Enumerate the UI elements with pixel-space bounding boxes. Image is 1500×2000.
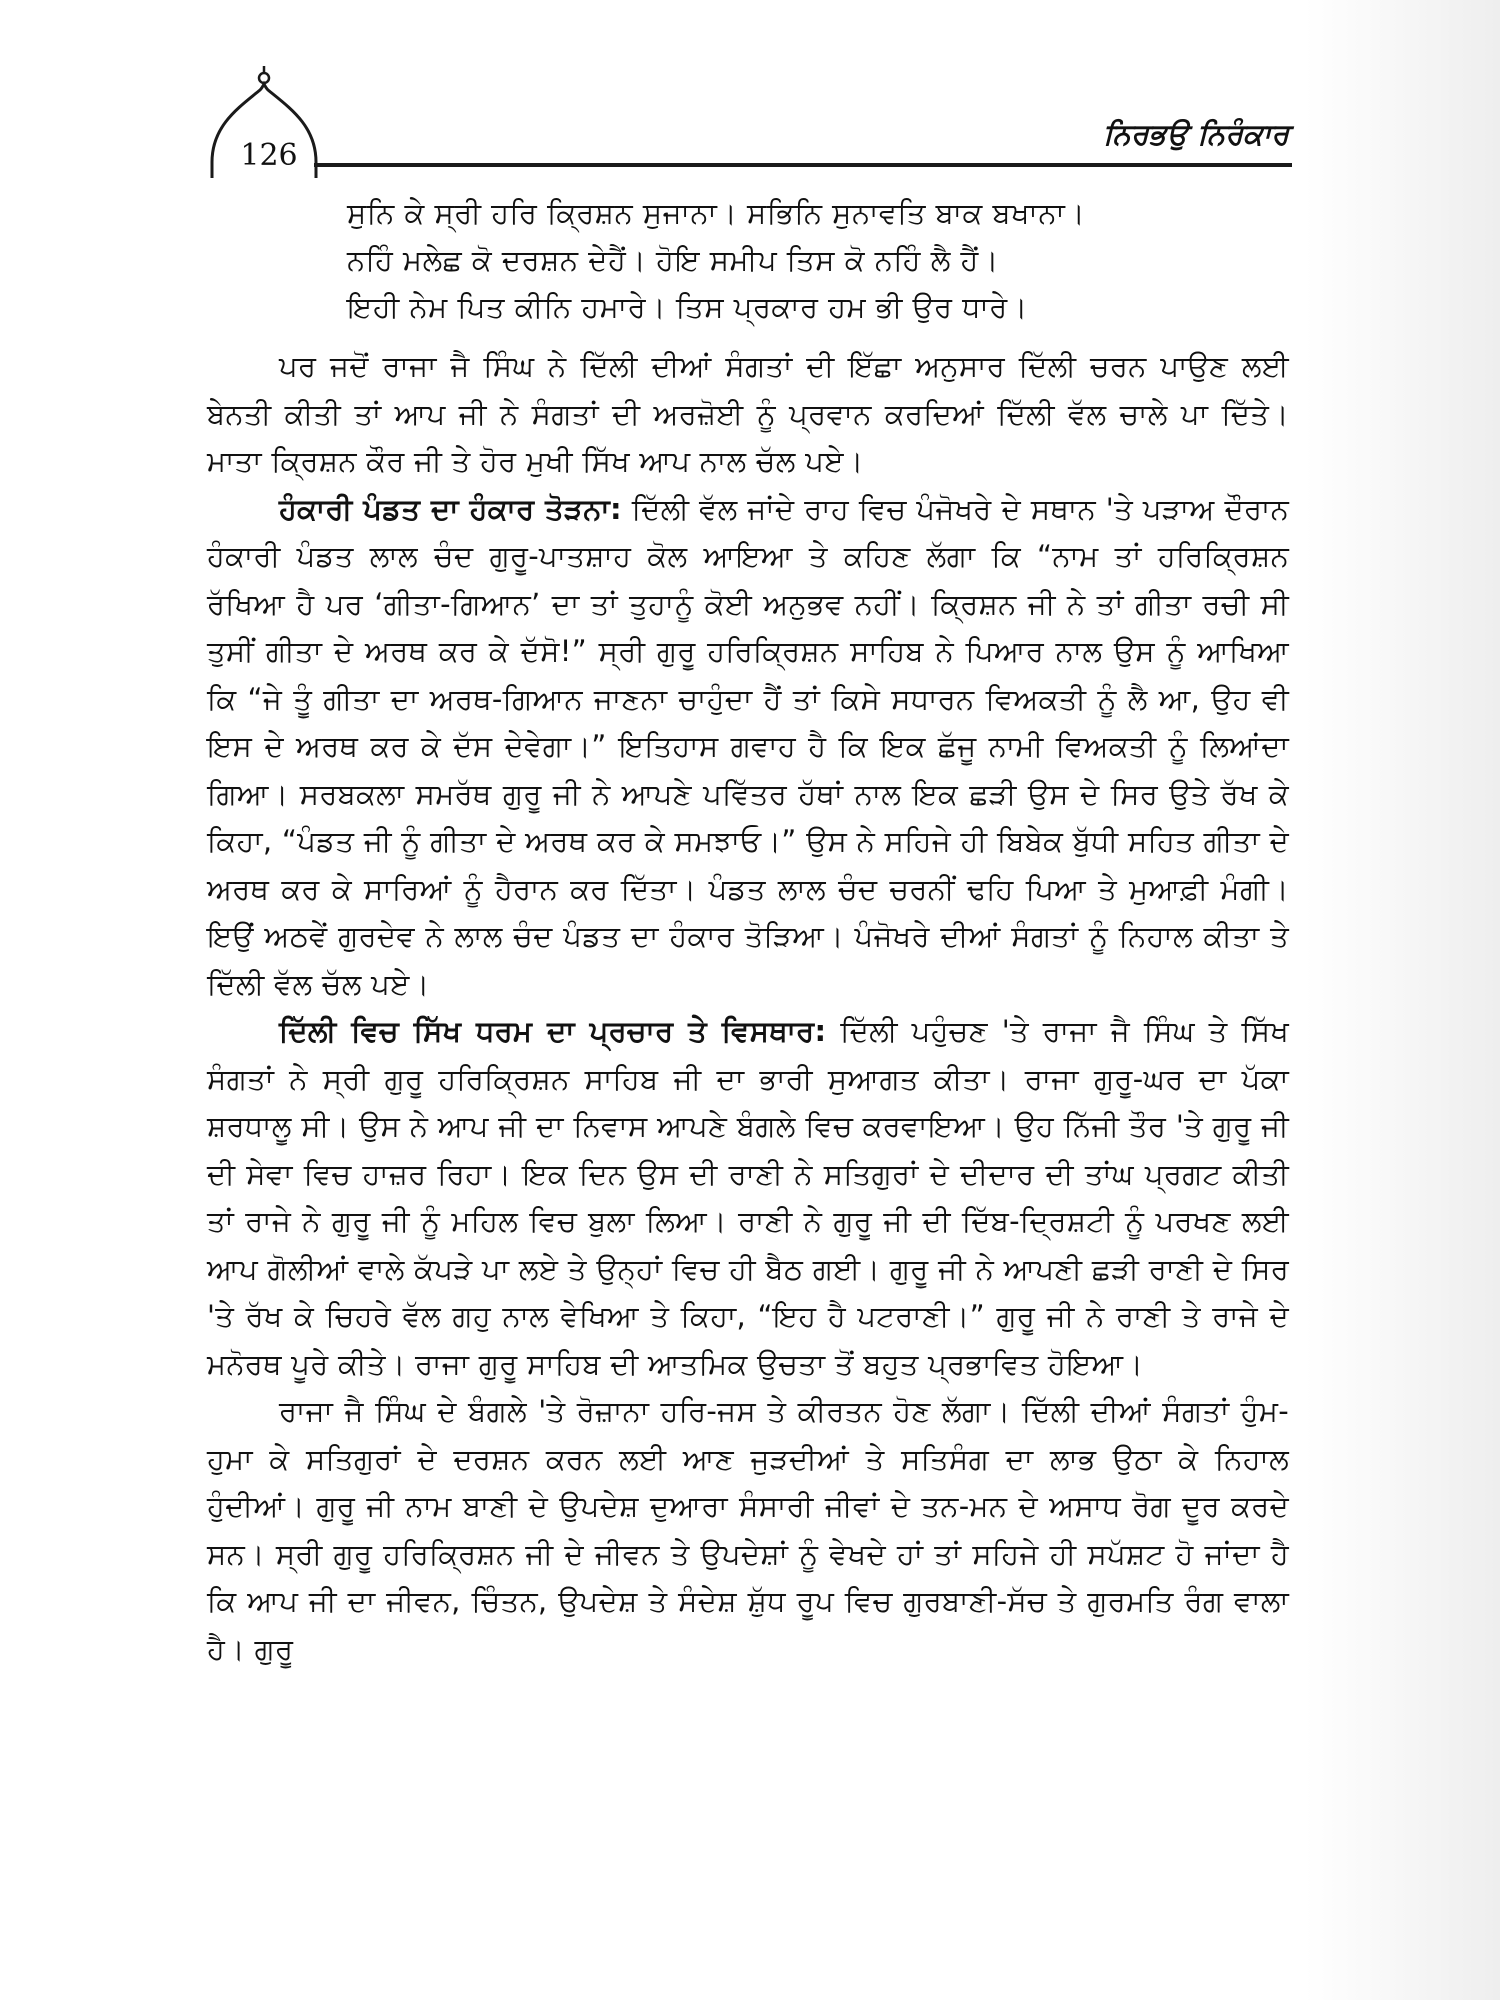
page-body	[207, 190, 1289, 1673]
verse-block	[207, 190, 1289, 331]
verse-line: ਨਹਿੰ ਮਲੇਛ ਕੋ ਦਰਸ਼ਨ ਦੇਹੈਂ। ਹੋਇ ਸਮੀਪ ਤਿਸ ਕੋ ਨਹਿੰ ਲੈ ਹੈਂ।	[347, 243, 999, 277]
paragraph	[207, 1388, 1289, 1673]
paragraph-text: ਪਰ ਜਦੋਂ ਰਾਜਾ ਜੈ ਸਿੰਘ ਨੇ ਦਿੱਲੀ ਦੀਆਂ ਸੰਗਤਾਂ ਦੀ ਇੱਛਾ ਅਨੁਸਾਰ ਦਿੱਲੀ ਚਰਨ ਪਾਉਣ ਲਈ ਬੇਨਤੀ ਕੀਤੀ ਤਾਂ ਆਪ ਜੀ ਨੇ ਸੰਗਤਾਂ ਦੀ ਅਰਜ਼ੋਈ ਨੂੰ ਪ੍ਰਵਾਨ ਕਰਦਿਆਂ ਦਿੱਲੀ ਵੱਲ ਚਾਲੇ ਪਾ ਦਿੱਤੇ। ਮਾਤਾ ਕ੍ਰਿਸ਼ਨ ਕੌਰ ਜੀ ਤੇ ਹੋਰ ਮੁਖੀ ਸਿੱਖ ਆਪ ਨਾਲ ਚੱਲ ਪਏ।	[207, 349, 1289, 478]
paragraph-text: ਦਿੱਲੀ ਵੱਲ ਜਾਂਦੇ ਰਾਹ ਵਿਚ ਪੰਜੋਖਰੇ ਦੇ ਸਥਾਨ 'ਤੇ ਪੜਾਅ ਦੌਰਾਨ ਹੰਕਾਰੀ ਪੰਡਤ ਲਾਲ ਚੰਦ ਗੁਰੂ-ਪਾਤਸ਼ਾਹ ਕੋਲ ਆਇਆ ਤੇ ਕਹਿਣ ਲੱਗਾ ਕਿ “ਨਾਮ ਤਾਂ ਹਰਿਕ੍ਰਿਸ਼ਨ ਰੱਖਿਆ ਹੈ ਪਰ ‘ਗੀਤਾ-ਗਿਆਨ’ ਦਾ ਤਾਂ ਤੁਹਾਨੂੰ ਕੋਈ ਅਨੁਭਵ ਨਹੀਂ। ਕ੍ਰਿਸ਼ਨ ਜੀ ਨੇ ਤਾਂ ਗੀਤਾ ਰਚੀ ਸੀ ਤੁਸੀਂ ਗੀਤਾ ਦੇ ਅਰਥ ਕਰ ਕੇ ਦੱਸੋ!” ਸ੍ਰੀ ਗੁਰੂ ਹਰਿਕ੍ਰਿਸ਼ਨ ਸਾਹਿਬ ਨੇ ਪਿਆਰ ਨਾਲ ਉਸ ਨੂੰ ਆਖਿਆ ਕਿ “ਜੇ ਤੂੰ ਗੀਤਾ ਦਾ ਅਰਥ-ਗਿਆਨ ਜਾਣਨਾ ਚਾਹੁੰਦਾ ਹੈਂ ਤਾਂ ਕਿਸੇ ਸਧਾਰਨ ਵਿਅਕਤੀ ਨੂੰ ਲੈ ਆ, ਉਹ ਵੀ ਇਸ ਦੇ ਅਰਥ ਕਰ ਕੇ ਦੱਸ ਦੇਵੇਗਾ।” ਇਤਿਹਾਸ ਗਵਾਹ ਹੈ ਕਿ ਇਕ ਛੱਜੂ ਨਾਮੀ ਵਿਅਕਤੀ ਨੂੰ ਲਿਆਂਦਾ ਗਿਆ। ਸਰਬਕਲਾ ਸਮਰੱਥ ਗੁਰੂ ਜੀ ਨੇ ਆਪਣੇ ਪਵਿੱਤਰ ਹੱਥਾਂ ਨਾਲ ਇਕ ਛੜੀ ਉਸ ਦੇ ਸਿਰ ਉਤੇ ਰੱਖ ਕੇ ਕਿਹਾ, “ਪੰਡਤ ਜੀ ਨੂੰ ਗੀਤਾ ਦੇ ਅਰਥ ਕਰ ਕੇ ਸਮਝਾਓ।” ਉਸ ਨੇ ਸਹਿਜੇ ਹੀ ਬਿਬੇਕ ਬੁੱਧੀ ਸਹਿਤ ਗੀਤਾ ਦੇ ਅਰਥ ਕਰ ਕੇ ਸਾਰਿਆਂ ਨੂੰ ਹੈਰਾਨ ਕਰ ਦਿੱਤਾ। ਪੰਡਤ ਲਾਲ ਚੰਦ ਚਰਨੀਂ ਢਹਿ ਪਿਆ ਤੇ ਮੁਆਫ਼ੀ ਮੰਗੀ। ਇਉਂ ਅਠਵੇਂ ਗੁਰਦੇਵ ਨੇ ਲਾਲ ਚੰਦ ਪੰਡਤ ਦਾ ਹੰਕਾਰ ਤੋੜਿਆ। ਪੰਜੋਖਰੇ ਦੀਆਂ ਸੰਗਤਾਂ ਨੂੰ ਨਿਹਾਲ ਕੀਤਾ ਤੇ ਦਿੱਲੀ ਵੱਲ ਚੱਲ ਪਏ।	[207, 491, 1290, 1001]
section-heading: ਹੰਕਾਰੀ ਪੰਡਤ ਦਾ ਹੰਕਾਰ ਤੋੜਨਾ:	[279, 491, 622, 526]
paragraph-text: ਰਾਜਾ ਜੈ ਸਿੰਘ ਦੇ ਬੰਗਲੇ 'ਤੇ ਰੋਜ਼ਾਨਾ ਹਰਿ-ਜਸ ਤੇ ਕੀਰਤਨ ਹੋਣ ਲੱਗਾ। ਦਿੱਲੀ ਦੀਆਂ ਸੰਗਤਾਂ ਹੁੰਮ-ਹੁਮਾ ਕੇ ਸਤਿਗੁਰਾਂ ਦੇ ਦਰਸ਼ਨ ਕਰਨ ਲਈ ਆਣ ਜੁੜਦੀਆਂ ਤੇ ਸਤਿਸੰਗ ਦਾ ਲਾਭ ਉਠਾ ਕੇ ਨਿਹਾਲ ਹੁੰਦੀਆਂ। ਗੁਰੂ ਜੀ ਨਾਮ ਬਾਣੀ ਦੇ ਉਪਦੇਸ਼ ਦੁਆਰਾ ਸੰਸਾਰੀ ਜੀਵਾਂ ਦੇ ਤਨ-ਮਨ ਦੇ ਅਸਾਧ ਰੋਗ ਦੂਰ ਕਰਦੇ ਸਨ। ਸ੍ਰੀ ਗੁਰੂ ਹਰਿਕ੍ਰਿਸ਼ਨ ਜੀ ਦੇ ਜੀਵਨ ਤੇ ਉਪਦੇਸ਼ਾਂ ਨੂੰ ਵੇਖਦੇ ਹਾਂ ਤਾਂ ਸਹਿਜੇ ਹੀ ਸਪੱਸ਼ਟ ਹੋ ਜਾਂਦਾ ਹੈ ਕਿ ਆਪ ਜੀ ਦਾ ਜੀਵਨ, ਚਿੰਤਨ, ਉਪਦੇਸ਼ ਤੇ ਸੰਦੇਸ਼ ਸ਼ੁੱਧ ਰੂਪ ਵਿਚ ਗੁਰਬਾਣੀ-ਸੱਚ ਤੇ ਗੁਰਮਤਿ ਰੰਗ ਵਾਲਾ ਹੈ। ਗੁਰੂ	[207, 1394, 1289, 1666]
page-number: 126	[240, 138, 298, 173]
running-title: ਨਿਰਭਉ ਨਿਰੰਕਾਰ	[1103, 117, 1289, 151]
paragraph	[207, 343, 1289, 486]
header-rule	[314, 163, 1292, 167]
verse-line: ਇਹੀ ਨੇਮ ਪਿਤ ਕੀਨਿ ਹਮਾਰੇ। ਤਿਸ ਪ੍ਰਕਾਰ ਹਮ ਭੀ ਉਰ ਧਾਰੇ।	[347, 290, 1028, 324]
verse-line: ਸੁਨਿ ਕੇ ਸ੍ਰੀ ਹਰਿ ਕ੍ਰਿਸ਼ਨ ਸੁਜਾਨਾ। ਸਭਿਨਿ ਸੁਨਾਵਤਿ ਬਾਕ ਬਖਾਨਾ।	[347, 196, 1086, 230]
page-edge-shadow	[1304, 0, 1500, 2000]
paragraph	[207, 1008, 1289, 1388]
paragraph-text: ਦਿੱਲੀ ਪਹੁੰਚਣ 'ਤੇ ਰਾਜਾ ਜੈ ਸਿੰਘ ਤੇ ਸਿੱਖ ਸੰਗਤਾਂ ਨੇ ਸ੍ਰੀ ਗੁਰੂ ਹਰਿਕ੍ਰਿਸ਼ਨ ਸਾਹਿਬ ਜੀ ਦਾ ਭਾਰੀ ਸੁਆਗਤ ਕੀਤਾ। ਰਾਜਾ ਗੁਰੂ-ਘਰ ਦਾ ਪੱਕਾ ਸ਼ਰਧਾਲੂ ਸੀ। ਉਸ ਨੇ ਆਪ ਜੀ ਦਾ ਨਿਵਾਸ ਆਪਣੇ ਬੰਗਲੇ ਵਿਚ ਕਰਵਾਇਆ। ਉਹ ਨਿੱਜੀ ਤੌਰ 'ਤੇ ਗੁਰੂ ਜੀ ਦੀ ਸੇਵਾ ਵਿਚ ਹਾਜ਼ਰ ਰਿਹਾ। ਇਕ ਦਿਨ ਉਸ ਦੀ ਰਾਣੀ ਨੇ ਸਤਿਗੁਰਾਂ ਦੇ ਦੀਦਾਰ ਦੀ ਤਾਂਘ ਪ੍ਰਗਟ ਕੀਤੀ ਤਾਂ ਰਾਜੇ ਨੇ ਗੁਰੂ ਜੀ ਨੂੰ ਮਹਿਲ ਵਿਚ ਬੁਲਾ ਲਿਆ। ਰਾਣੀ ਨੇ ਗੁਰੂ ਜੀ ਦੀ ਦਿੱਬ-ਦ੍ਰਿਸ਼ਟੀ ਨੂੰ ਪਰਖਣ ਲਈ ਆਪ ਗੋਲੀਆਂ ਵਾਲੇ ਕੱਪੜੇ ਪਾ ਲਏ ਤੇ ਉਨ੍ਹਾਂ ਵਿਚ ਹੀ ਬੈਠ ਗਈ। ਗੁਰੂ ਜੀ ਨੇ ਆਪਣੀ ਛੜੀ ਰਾਣੀ ਦੇ ਸਿਰ 'ਤੇ ਰੱਖ ਕੇ ਚਿਹਰੇ ਵੱਲ ਗਹੁ ਨਾਲ ਵੇਖਿਆ ਤੇ ਕਿਹਾ, “ਇਹ ਹੈ ਪਟਰਾਣੀ।” ਗੁਰੂ ਜੀ ਨੇ ਰਾਣੀ ਤੇ ਰਾਜੇ ਦੇ ਮਨੋਰਥ ਪੂਰੇ ਕੀਤੇ। ਰਾਜਾ ਗੁਰੂ ਸਾਹਿਬ ਦੀ ਆਤਮਿਕ ਉਚਤਾ ਤੋਂ ਬਹੁਤ ਪ੍ਰਭਾਵਿਤ ਹੋਇਆ।	[207, 1014, 1290, 1381]
section-heading: ਦਿੱਲੀ ਵਿਚ ਸਿੱਖ ਧਰਮ ਦਾ ਪ੍ਰਚਾਰ ਤੇ ਵਿਸਥਾਰ:	[279, 1014, 827, 1048]
paragraph	[207, 486, 1289, 1009]
